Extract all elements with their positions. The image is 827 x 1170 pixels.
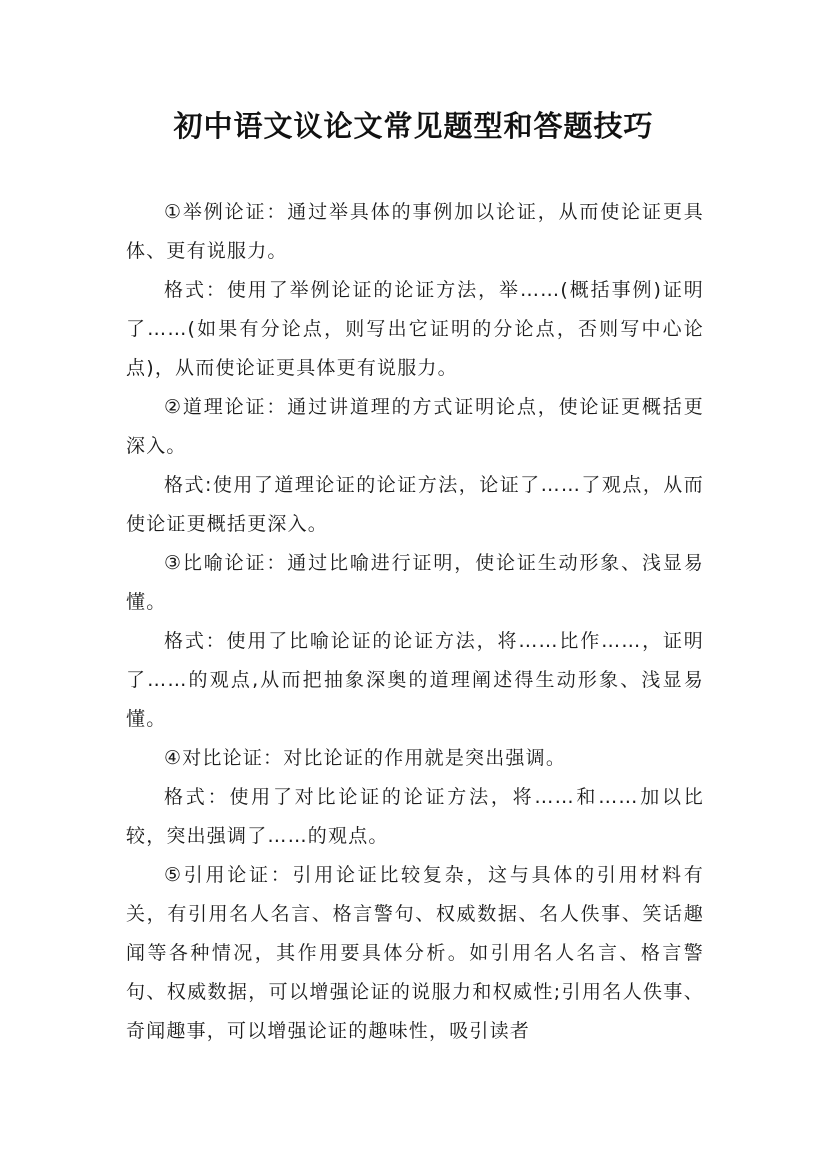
paragraph-metaphor-argument: ③比喻论证：通过比喻进行证明，使论证生动形象、浅显易懂。	[126, 552, 704, 613]
paragraph-metaphor-format: 格式：使用了比喻论证的论证方法，将……比作……，证明了……的观点,从而把抽象深奥的道理阐述得生动形象、浅显易懂。	[126, 630, 704, 730]
paragraph-contrast-argument: ④对比论证：对比论证的作用就是突出强调。	[164, 747, 567, 769]
paragraph-contrast-format: 格式：使用了对比论证的论证方法，将……和……加以比较，突出强调了……的观点。	[126, 786, 704, 847]
paragraph-reasoning-argument: ②道理论证：通过讲道理的方式证明论点，使论证更概括更深入。	[126, 396, 704, 457]
paragraph-example-format: 格式：使用了举例论证的论证方法，举……(概括事例)证明了……(如果有分论点，则写出它证明的分论点，否则写中心论点)，从而使论证更具体更有说服力。	[126, 279, 704, 379]
paragraph-reasoning-format: 格式:使用了道理论证的论证方法，论证了……了观点，从而使论证更概括更深入。	[126, 474, 704, 535]
document-body	[126, 193, 704, 1051]
paragraph-citation-argument: ⑤引用论证：引用论证比较复杂，这与具体的引用材料有关，有引用名人名言、格言警句、权威数据、名人佚事、笑话趣闻等各种情况，其作用要具体分析。如引用名人名言、格言警句、权威数据，可以增强论证的说服力和权威性;引用名人佚事、奇闻趣事，可以增强论证的趣味性，吸引读者	[126, 864, 704, 1042]
page-title: 初中语文议论文常见题型和答题技巧	[173, 109, 654, 143]
paragraph-example-argument: ①举例论证：通过举具体的事例加以论证，从而使论证更具体、更有说服力。	[126, 201, 704, 262]
